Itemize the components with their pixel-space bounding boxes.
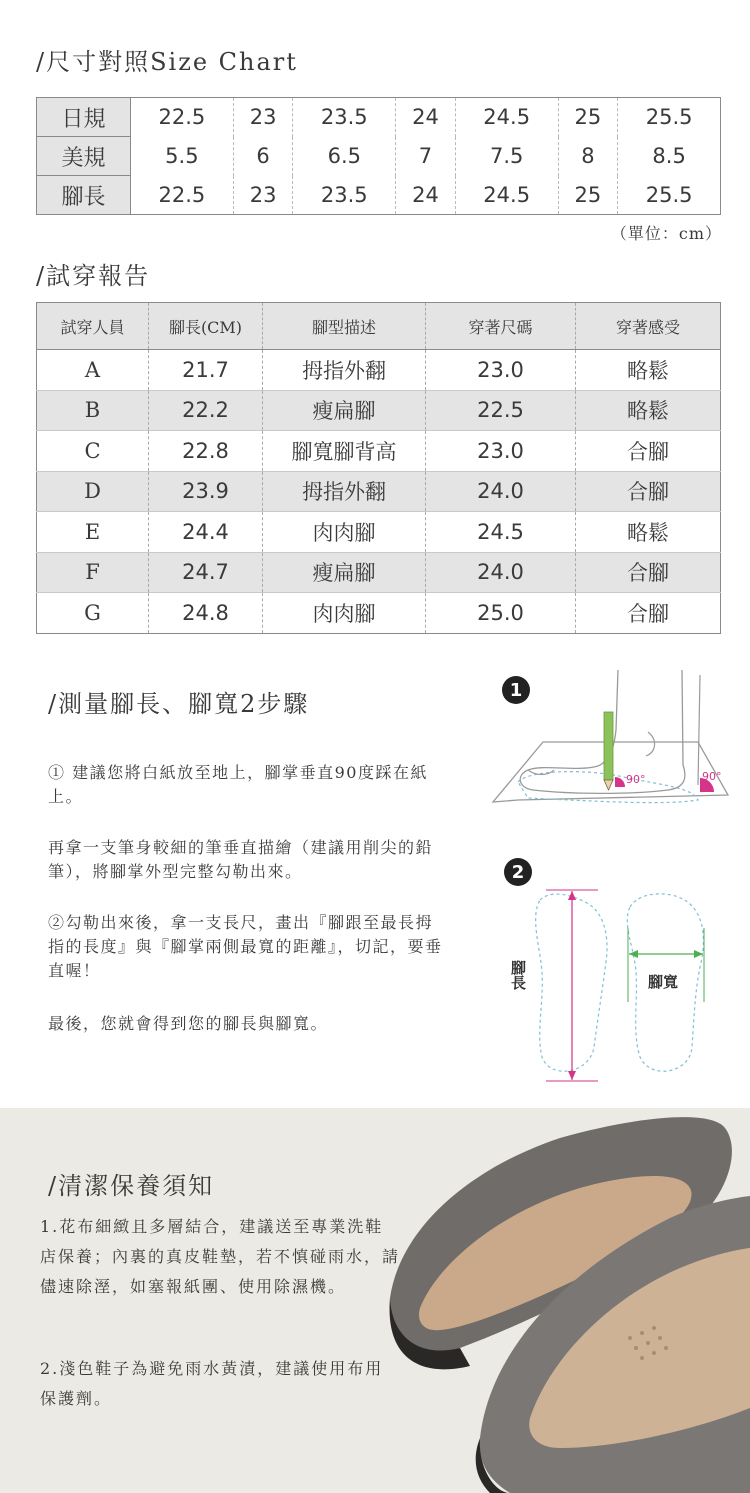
size-cell: 25 [558, 98, 618, 137]
fit-cell-type: 腳寬腳背高 [263, 431, 426, 472]
size-row-us [37, 137, 721, 176]
size-cell: 25.5 [618, 98, 721, 137]
size-cell: 25 [558, 176, 618, 215]
fit-cell-length: 22.2 [149, 390, 263, 431]
foot-length-label: 腳長 [509, 960, 527, 990]
measure-step2: ②勾勒出來後，拿一支長尺，畫出『腳跟至最長拇指的長度』與『腳掌兩側最寬的距離』，切記，要垂直喔！ [48, 913, 443, 980]
angle-label-1: 90° [626, 773, 646, 786]
size-row-label: 美規 [37, 137, 131, 176]
fit-cell-feel: 略鬆 [576, 350, 721, 391]
fit-header: 穿著尺碼 [426, 303, 576, 350]
fit-cell-size: 24.0 [426, 552, 576, 593]
size-cell: 22.5 [158, 105, 206, 130]
fit-header: 試穿人員 [37, 303, 149, 350]
table-row [37, 593, 721, 634]
fit-cell-size: 23.0 [426, 350, 576, 391]
size-cell: 24.5 [455, 98, 558, 137]
fit-cell-type: 肉肉腳 [263, 512, 426, 553]
fit-cell-length: 24.8 [149, 593, 263, 634]
fit-cell-person: C [37, 431, 149, 472]
fit-cell-feel: 略鬆 [576, 390, 721, 431]
fit-cell-person: B [37, 390, 149, 431]
unit-note: （單位：cm） [610, 224, 722, 243]
size-cell: 25.5 [618, 176, 721, 215]
fit-cell-feel: 合腳 [576, 471, 721, 512]
size-cell: 6.5 [293, 137, 396, 176]
foot-tracing-illustration [488, 670, 738, 835]
fit-cell-type: 瘦扁腳 [263, 390, 426, 431]
size-cell: 7 [396, 137, 456, 176]
table-row [37, 471, 721, 512]
angle-label-2: 90° [702, 770, 722, 783]
fit-cell-person: F [37, 552, 149, 593]
fit-cell-person: E [37, 512, 149, 553]
size-chart-title: /尺寸對照Size Chart [36, 48, 298, 76]
size-cell: 8.5 [618, 137, 721, 176]
fit-cell-feel: 略鬆 [576, 512, 721, 553]
size-cell: 24 [396, 98, 456, 137]
size-row-label: 日規 [37, 98, 131, 137]
fit-cell-person: D [37, 471, 149, 512]
size-cell: 23 [233, 176, 293, 215]
size-cell: 24.5 [455, 176, 558, 215]
fit-cell-person: G [37, 593, 149, 634]
table-row [37, 350, 721, 391]
measure-final: 最後，您就會得到您的腳長與腳寬。 [48, 1014, 329, 1033]
size-cell: 22.5 [158, 182, 206, 207]
size-cell: 23.5 [293, 176, 396, 215]
fit-cell-feel: 合腳 [576, 593, 721, 634]
table-row [37, 552, 721, 593]
fit-header-row [37, 303, 721, 350]
care-section [0, 1108, 750, 1493]
size-cell: 7.5 [455, 137, 558, 176]
fit-cell-person: A [37, 350, 149, 391]
size-cell: 24 [396, 176, 456, 215]
fit-cell-feel: 合腳 [576, 552, 721, 593]
fit-cell-type: 拇指外翻 [263, 471, 426, 512]
care-item-1: 1.花布細緻且多層結合，建議送至專業洗鞋店保養；內裏的真皮鞋墊，若不慎碰雨水，請儘速除溼，如塞報紙團、使用除濕機。 [40, 1217, 401, 1296]
size-row-label: 腳長 [37, 176, 131, 215]
size-cell: 23.5 [293, 98, 396, 137]
size-cell: 6 [233, 137, 293, 176]
care-item-2: 2.淺色鞋子為避免雨水黃漬，建議使用布用保護劑。 [40, 1359, 384, 1408]
fit-header: 腳型描述 [263, 303, 426, 350]
table-row [37, 431, 721, 472]
fit-report-title: /試穿報告 [36, 262, 151, 290]
fit-header: 穿著感受 [576, 303, 721, 350]
size-cell: 5.5 [165, 144, 199, 168]
size-chart-table [36, 97, 721, 215]
fit-cell-size: 24.0 [426, 471, 576, 512]
fit-cell-type: 瘦扁腳 [263, 552, 426, 593]
fit-cell-type: 肉肉腳 [263, 593, 426, 634]
foot-width-label: 腳寬 [648, 973, 679, 991]
fit-cell-length: 24.4 [149, 512, 263, 553]
fit-cell-size: 22.5 [426, 390, 576, 431]
care-title: /清潔保養須知 [48, 1172, 215, 1200]
measure-step1b: 再拿一支筆身較細的筆垂直描繪（建議用削尖的鉛筆），將腳掌外型完整勾勒出來。 [48, 838, 434, 881]
fit-cell-type: 拇指外翻 [263, 350, 426, 391]
fit-cell-size: 24.5 [426, 512, 576, 553]
size-row-jp [37, 98, 721, 137]
table-row [37, 390, 721, 431]
fit-header: 腳長(CM) [149, 303, 263, 350]
measure-step1: ① 建議您將白紙放至地上，腳掌垂直90度踩在紙上。 [48, 763, 428, 806]
foot-measurement-illustration [490, 852, 730, 1084]
fit-report-table [36, 302, 721, 634]
fit-cell-size: 23.0 [426, 431, 576, 472]
fit-cell-length: 22.8 [149, 431, 263, 472]
table-row [37, 512, 721, 553]
step-badge-2: 2 [511, 862, 525, 883]
step-badge-1: 1 [509, 680, 523, 701]
shoe-photo [380, 1108, 750, 1493]
size-cell: 8 [558, 137, 618, 176]
fit-cell-size: 25.0 [426, 593, 576, 634]
fit-cell-feel: 合腳 [576, 431, 721, 472]
size-row-foot-length [37, 176, 721, 215]
size-cell: 23 [233, 98, 293, 137]
fit-cell-length: 24.7 [149, 552, 263, 593]
fit-cell-length: 23.9 [149, 471, 263, 512]
measure-title: /測量腳長、腳寬2步驟 [48, 690, 310, 718]
fit-cell-length: 21.7 [149, 350, 263, 391]
